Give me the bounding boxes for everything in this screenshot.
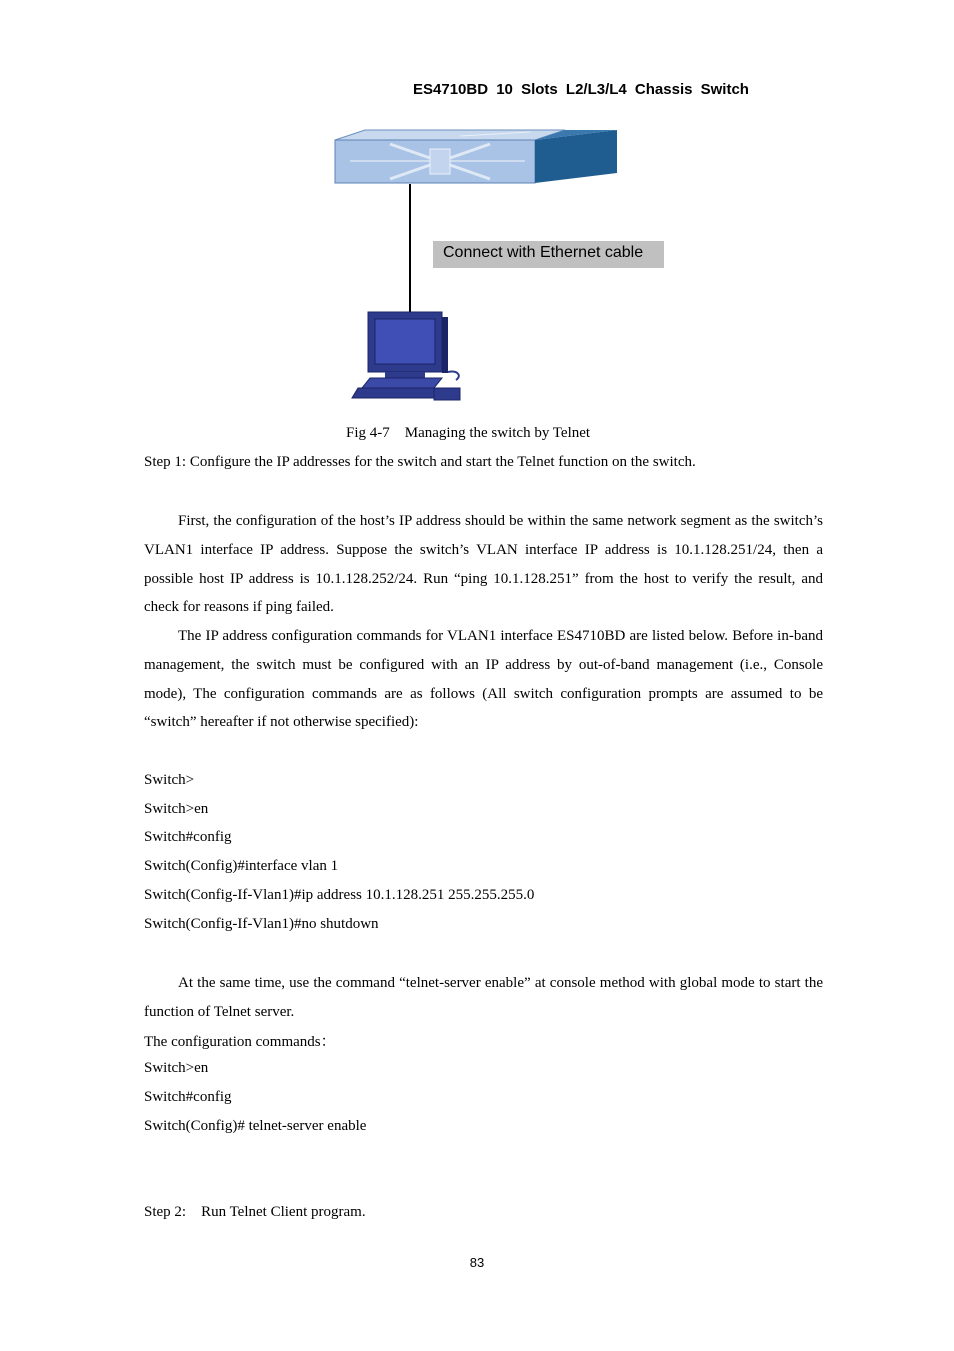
command-line: Switch(Config)# telnet-server enable [144, 1118, 367, 1134]
command-line: Switch#config [144, 829, 232, 845]
step-2-heading: Step 2: Run Telnet Client program. [144, 1204, 366, 1220]
computer-icon [352, 312, 460, 400]
page-number: 83 [469, 1255, 485, 1270]
command-line: Switch(Config-If-Vlan1)#no shutdown [144, 916, 379, 932]
paragraph-host-ip: First, the configuration of the host’s IP address should be within the same network segment as the switch’s VLAN1 interface IP address. Suppose the switch’s VLAN interface IP address is 10.1.128.251/24, then a possible host IP address is 10.1.128.252/24. Run “ping 10.1.128.251” from the host to verify the result, and check for reasons if ping failed. [144, 513, 823, 616]
figure-caption: Fig 4-7 Managing the switch by Telnet [346, 425, 591, 441]
command-line: Switch(Config)#interface vlan 1 [144, 858, 339, 874]
paragraph-telnet-server: At the same time, use the command “telnet-server enable” at console method with global mode to start the function of Telnet server. [144, 975, 823, 1020]
command-line: Switch#config [144, 1089, 232, 1105]
command-line: Switch>en [144, 1060, 209, 1076]
paragraph-vlan-config: The IP address configuration commands for VLAN1 interface ES4710BD are listed below. Before in-band management, the switch must be configured with an IP address by out-of-band management (i.e., Console mode), The configuration commands are as follows (All switch configuration prompts are assumed to be “switch” hereafter if not otherwise specified): [144, 628, 823, 731]
command-line: Switch> [144, 772, 195, 788]
page-header: ES4710BD 10 Slots L2/L3/L4 Chassis Switch [413, 81, 749, 98]
command-line: Switch(Config-If-Vlan1)#ip address 10.1.128.251 255.255.255.0 [144, 887, 535, 903]
step-1-heading: Step 1: Configure the IP addresses for the switch and start the Telnet function on the switch. [144, 454, 696, 470]
config-commands-label: The configuration commands： [144, 1034, 336, 1050]
command-line: Switch>en [144, 801, 209, 817]
cable-label: Connect with Ethernet cable [433, 241, 664, 268]
switch-icon [335, 130, 617, 183]
